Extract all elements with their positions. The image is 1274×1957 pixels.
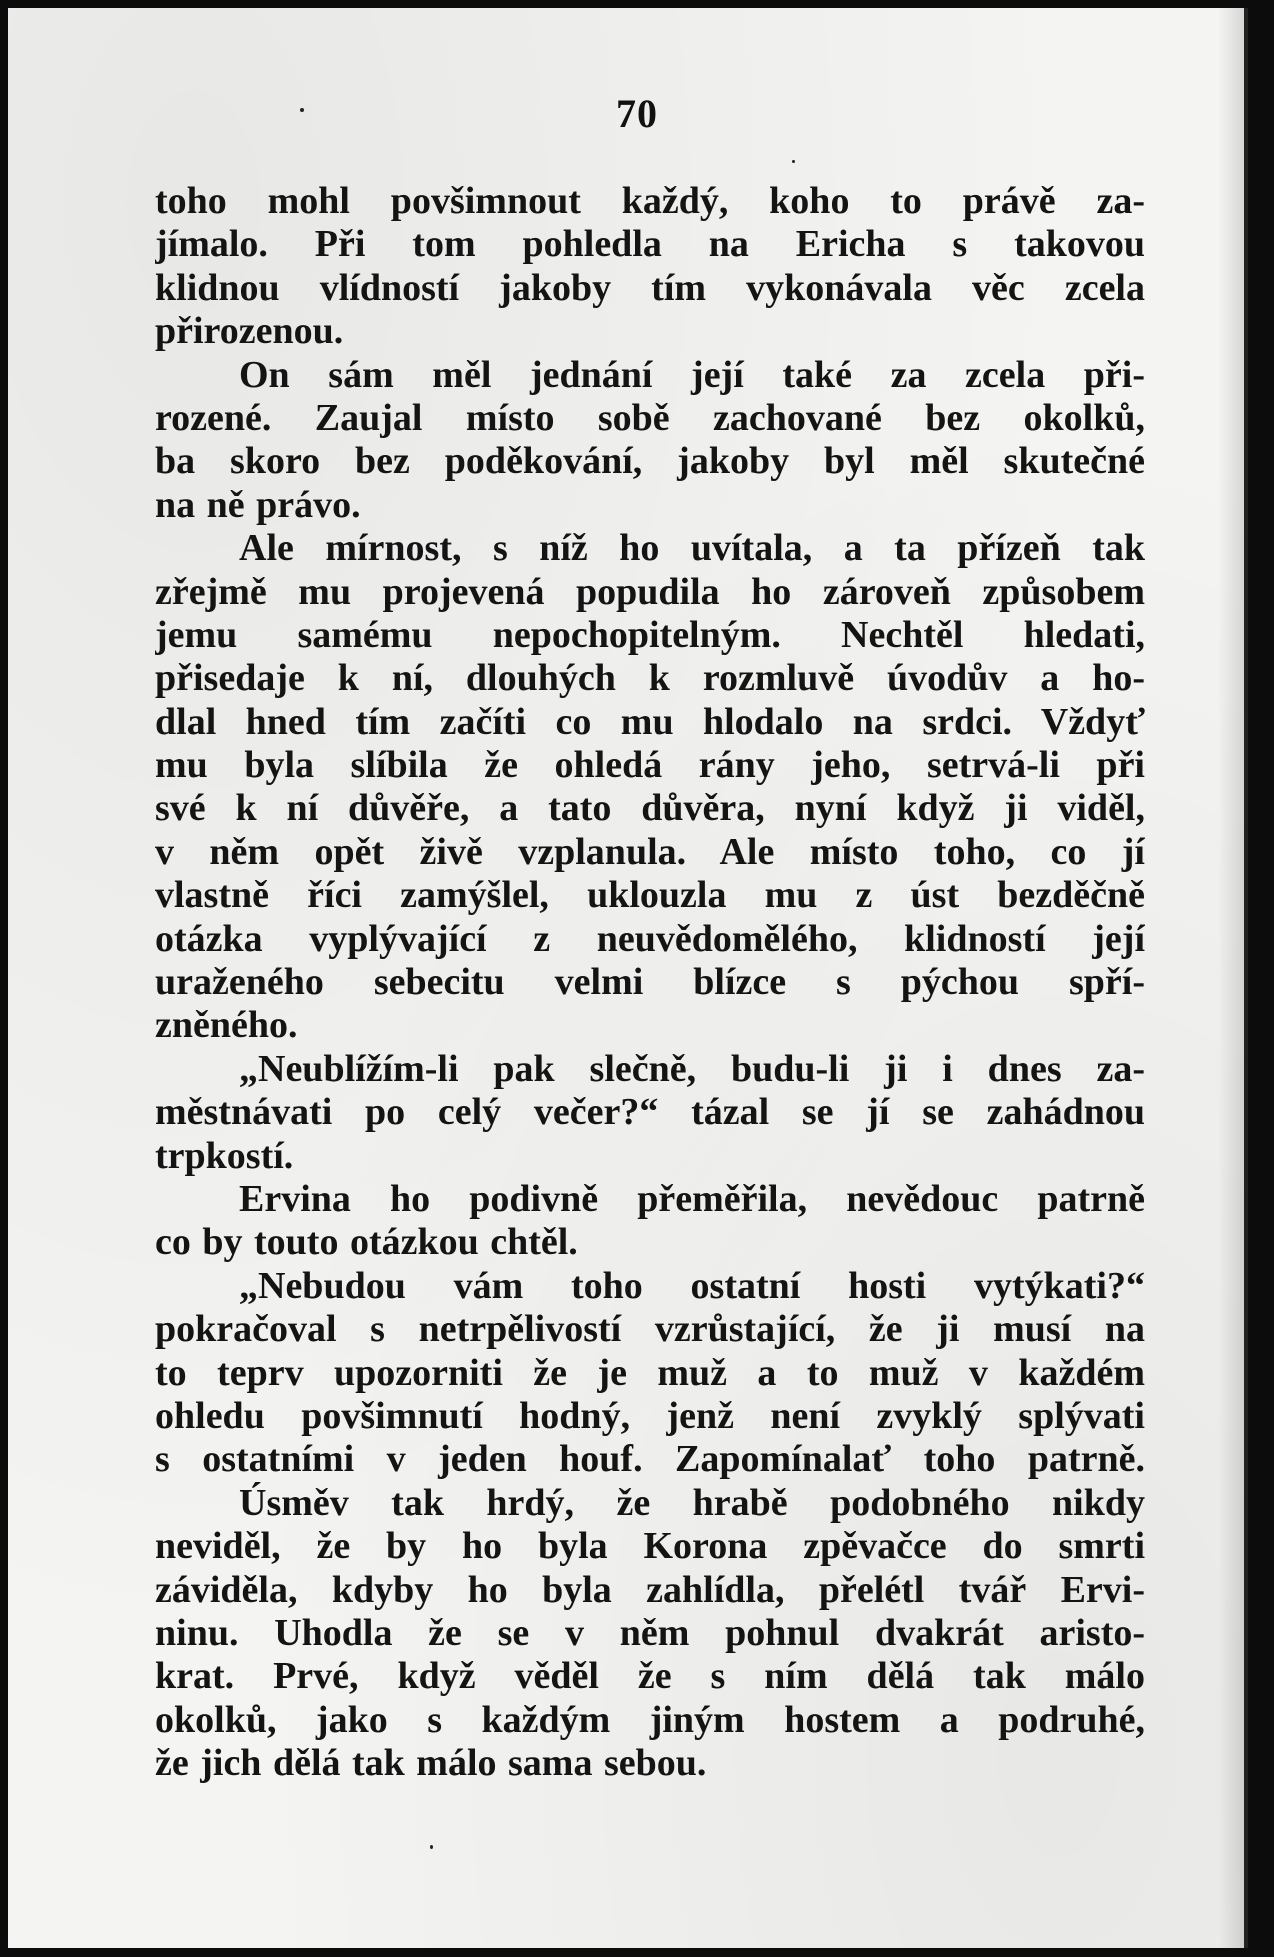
page-gutter-shadow <box>1218 8 1244 1948</box>
text-line: „Neublížím-li pak slečně, budu-li ji i dnes za- <box>239 1047 1145 1090</box>
text-line: že jich dělá tak málo sama sebou. <box>155 1742 707 1785</box>
text-line: Úsměv tak hrdý, že hrabě podobného nikdy <box>239 1481 1145 1524</box>
text-line: ba skoro bez poděkování, jakoby byl měl skutečné <box>155 440 1145 483</box>
text-line: co by touto otázkou chtěl. <box>155 1221 578 1264</box>
ink-speck <box>300 108 304 112</box>
text-line: otázka vyplývající z neuvědomělého, klidností její <box>155 917 1145 960</box>
body-text <box>155 180 1145 1785</box>
text-line: zřejmě mu projevená popudila ho zároveň způsobem <box>155 570 1145 613</box>
text-line: pokračoval s netrpělivostí vzrůstající, že ji musí na <box>155 1308 1145 1351</box>
ink-speck <box>430 1845 433 1849</box>
text-line: ninu. Uhodla že se v něm pohnul dvakrát aristo- <box>155 1611 1145 1654</box>
text-line: na ně právo. <box>155 483 361 526</box>
text-line: „Nebudou vám toho ostatní hosti vytýkati?“ <box>239 1264 1145 1307</box>
text-line: trpkostí. <box>155 1134 294 1177</box>
text-line: městnávati po celý večer?“ tázal se jí se zahádnou <box>155 1091 1145 1134</box>
text-line: Ervina ho podivně přeměřila, nevědouc patrně <box>239 1177 1145 1220</box>
text-line: mu byla slíbila že ohledá rány jeho, setrvá-li při <box>155 744 1145 787</box>
text-line: uraženého sebecitu velmi blízce s pýchou spří- <box>155 961 1145 1004</box>
text-line: s ostatními v jeden houf. Zapomínalať toho patrně. <box>155 1438 1145 1481</box>
text-line: zněného. <box>155 1004 298 1047</box>
text-line: rozené. Zaujal místo sobě zachované bez okolků, <box>155 396 1145 439</box>
text-line: jemu samému nepochopitelným. Nechtěl hledati, <box>155 613 1145 656</box>
text-line: v něm opět živě vzplanula. Ale místo toho, co jí <box>155 830 1145 873</box>
text-line: to teprv upozorniti že je muž a to muž v každém <box>155 1351 1145 1394</box>
text-line: krat. Prvé, když věděl že s ním dělá tak málo <box>155 1655 1145 1698</box>
text-line: své k ní důvěře, a tato důvěra, nyní když ji viděl, <box>155 787 1145 830</box>
text-line: klidnou vlídností jakoby tím vykonávala věc zcela <box>155 266 1145 309</box>
text-line: okolků, jako s každým jiným hostem a podruhé, <box>155 1698 1145 1741</box>
text-line: jímalo. Při tom pohledla na Ericha s takovou <box>155 223 1145 266</box>
text-line: Ale mírnost, s níž ho uvítala, a ta přízeň tak <box>239 527 1145 570</box>
text-line: přisedaje k ní, dlouhých k rozmluvě úvodův a ho- <box>155 657 1145 700</box>
ink-speck <box>792 160 795 163</box>
text-line: záviděla, kdyby ho byla zahlídla, přelétl tvář Ervi- <box>155 1568 1145 1611</box>
text-line: ohledu povšimnutí hodný, jenž není zvyklý splývati <box>155 1394 1145 1437</box>
text-line: neviděl, že by ho byla Korona zpěvačce do smrti <box>155 1525 1145 1568</box>
text-line: On sám měl jednání její také za zcela při- <box>239 353 1145 396</box>
text-line: dlal hned tím začíti co mu hlodalo na srdci. Vždyť <box>155 700 1145 743</box>
text-line: vlastně říci zamýšlel, uklouzla mu z úst bezděčně <box>155 874 1145 917</box>
text-line: přirozenou. <box>155 310 344 353</box>
page-edge <box>1244 8 1248 1948</box>
text-line: toho mohl povšimnout každý, koho to právě za- <box>155 180 1145 222</box>
page-number: 70 <box>616 91 658 136</box>
